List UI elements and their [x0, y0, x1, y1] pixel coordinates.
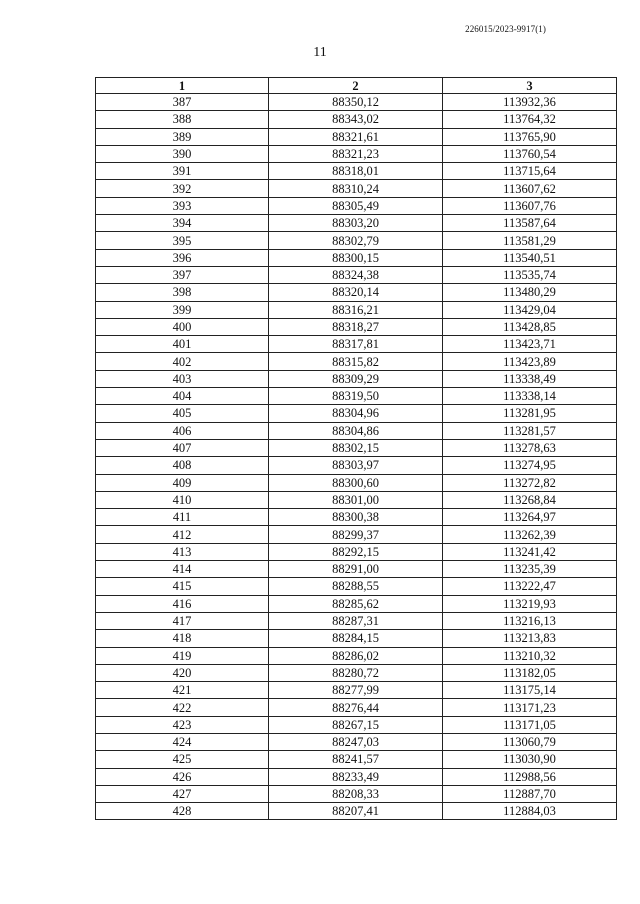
y-coordinate-cell: 113932,36 — [443, 94, 617, 111]
point-number-cell: 392 — [96, 180, 269, 197]
x-coordinate-cell: 88280,72 — [269, 664, 443, 681]
table-row — [96, 561, 617, 578]
x-coordinate-cell: 88302,79 — [269, 232, 443, 249]
point-number-cell: 418 — [96, 630, 269, 647]
point-number-cell: 402 — [96, 353, 269, 370]
table-row — [96, 768, 617, 785]
y-coordinate-cell: 113587,64 — [443, 215, 617, 232]
point-number-cell: 393 — [96, 197, 269, 214]
point-number-cell: 412 — [96, 526, 269, 543]
table-row — [96, 647, 617, 664]
x-coordinate-cell: 88310,24 — [269, 180, 443, 197]
point-number-cell: 387 — [96, 94, 269, 111]
column-header: 2 — [269, 78, 443, 94]
table-row — [96, 318, 617, 335]
point-number-cell: 400 — [96, 318, 269, 335]
table-row — [96, 716, 617, 733]
x-coordinate-cell: 88241,57 — [269, 751, 443, 768]
table-row — [96, 751, 617, 768]
x-coordinate-cell: 88321,61 — [269, 128, 443, 145]
table-row — [96, 301, 617, 318]
y-coordinate-cell: 113540,51 — [443, 249, 617, 266]
x-coordinate-cell: 88291,00 — [269, 561, 443, 578]
x-coordinate-cell: 88316,21 — [269, 301, 443, 318]
table-row — [96, 474, 617, 491]
point-number-cell: 427 — [96, 785, 269, 802]
point-number-cell: 420 — [96, 664, 269, 681]
x-coordinate-cell: 88207,41 — [269, 803, 443, 820]
x-coordinate-cell: 88299,37 — [269, 526, 443, 543]
coordinates-table — [95, 77, 617, 820]
y-coordinate-cell: 113338,14 — [443, 388, 617, 405]
y-coordinate-cell: 113765,90 — [443, 128, 617, 145]
point-number-cell: 397 — [96, 266, 269, 283]
table-body — [96, 94, 617, 820]
y-coordinate-cell: 113182,05 — [443, 664, 617, 681]
x-coordinate-cell: 88304,96 — [269, 405, 443, 422]
point-number-cell: 419 — [96, 647, 269, 664]
y-coordinate-cell: 113428,85 — [443, 318, 617, 335]
x-coordinate-cell: 88343,02 — [269, 111, 443, 128]
y-coordinate-cell: 113272,82 — [443, 474, 617, 491]
y-coordinate-cell: 113171,23 — [443, 699, 617, 716]
x-coordinate-cell: 88318,27 — [269, 318, 443, 335]
point-number-cell: 410 — [96, 491, 269, 508]
point-number-cell: 395 — [96, 232, 269, 249]
x-coordinate-cell: 88288,55 — [269, 578, 443, 595]
point-number-cell: 409 — [96, 474, 269, 491]
y-coordinate-cell: 113607,62 — [443, 180, 617, 197]
table-row — [96, 803, 617, 820]
x-coordinate-cell: 88317,81 — [269, 336, 443, 353]
point-number-cell: 398 — [96, 284, 269, 301]
y-coordinate-cell: 113274,95 — [443, 457, 617, 474]
column-header: 1 — [96, 78, 269, 94]
y-coordinate-cell: 112887,70 — [443, 785, 617, 802]
table-row — [96, 612, 617, 629]
x-coordinate-cell: 88276,44 — [269, 699, 443, 716]
page-number: 11 — [313, 45, 327, 60]
x-coordinate-cell: 88287,31 — [269, 612, 443, 629]
point-number-cell: 413 — [96, 543, 269, 560]
table-row — [96, 785, 617, 802]
x-coordinate-cell: 88247,03 — [269, 733, 443, 750]
table-row — [96, 370, 617, 387]
x-coordinate-cell: 88303,97 — [269, 457, 443, 474]
point-number-cell: 396 — [96, 249, 269, 266]
table-row — [96, 284, 617, 301]
y-coordinate-cell: 113235,39 — [443, 561, 617, 578]
table-row — [96, 682, 617, 699]
table-row — [96, 94, 617, 111]
x-coordinate-cell: 88300,15 — [269, 249, 443, 266]
x-coordinate-cell: 88303,20 — [269, 215, 443, 232]
y-coordinate-cell: 113338,49 — [443, 370, 617, 387]
table-header-row — [96, 78, 617, 94]
table-row — [96, 509, 617, 526]
y-coordinate-cell: 113216,13 — [443, 612, 617, 629]
y-coordinate-cell: 113764,32 — [443, 111, 617, 128]
table-row — [96, 111, 617, 128]
point-number-cell: 404 — [96, 388, 269, 405]
table-row — [96, 266, 617, 283]
x-coordinate-cell: 88286,02 — [269, 647, 443, 664]
point-number-cell: 415 — [96, 578, 269, 595]
x-coordinate-cell: 88233,49 — [269, 768, 443, 785]
point-number-cell: 406 — [96, 422, 269, 439]
x-coordinate-cell: 88315,82 — [269, 353, 443, 370]
y-coordinate-cell: 112988,56 — [443, 768, 617, 785]
table-row — [96, 439, 617, 456]
point-number-cell: 426 — [96, 768, 269, 785]
y-coordinate-cell: 113423,89 — [443, 353, 617, 370]
table-row — [96, 422, 617, 439]
table-row — [96, 543, 617, 560]
point-number-cell: 422 — [96, 699, 269, 716]
x-coordinate-cell: 88309,29 — [269, 370, 443, 387]
x-coordinate-cell: 88319,50 — [269, 388, 443, 405]
y-coordinate-cell: 112884,03 — [443, 803, 617, 820]
table-row — [96, 180, 617, 197]
x-coordinate-cell: 88267,15 — [269, 716, 443, 733]
x-coordinate-cell: 88284,15 — [269, 630, 443, 647]
x-coordinate-cell: 88320,14 — [269, 284, 443, 301]
table-row — [96, 336, 617, 353]
y-coordinate-cell: 113219,93 — [443, 595, 617, 612]
point-number-cell: 424 — [96, 733, 269, 750]
table-row — [96, 163, 617, 180]
y-coordinate-cell: 113278,63 — [443, 439, 617, 456]
point-number-cell: 399 — [96, 301, 269, 318]
x-coordinate-cell: 88277,99 — [269, 682, 443, 699]
table-row — [96, 526, 617, 543]
point-number-cell: 414 — [96, 561, 269, 578]
y-coordinate-cell: 113607,76 — [443, 197, 617, 214]
table-row — [96, 405, 617, 422]
table-row — [96, 197, 617, 214]
document-number: 226015/2023-9917(1) — [465, 24, 546, 34]
x-coordinate-cell: 88305,49 — [269, 197, 443, 214]
point-number-cell: 428 — [96, 803, 269, 820]
point-number-cell: 421 — [96, 682, 269, 699]
y-coordinate-cell: 113715,64 — [443, 163, 617, 180]
table-row — [96, 595, 617, 612]
y-coordinate-cell: 113760,54 — [443, 145, 617, 162]
y-coordinate-cell: 113175,14 — [443, 682, 617, 699]
y-coordinate-cell: 113262,39 — [443, 526, 617, 543]
point-number-cell: 401 — [96, 336, 269, 353]
x-coordinate-cell: 88285,62 — [269, 595, 443, 612]
x-coordinate-cell: 88318,01 — [269, 163, 443, 180]
table-row — [96, 145, 617, 162]
point-number-cell: 423 — [96, 716, 269, 733]
point-number-cell: 388 — [96, 111, 269, 128]
y-coordinate-cell: 113429,04 — [443, 301, 617, 318]
point-number-cell: 411 — [96, 509, 269, 526]
x-coordinate-cell: 88350,12 — [269, 94, 443, 111]
table-row — [96, 128, 617, 145]
y-coordinate-cell: 113264,97 — [443, 509, 617, 526]
point-number-cell: 394 — [96, 215, 269, 232]
table-row — [96, 491, 617, 508]
y-coordinate-cell: 113281,95 — [443, 405, 617, 422]
y-coordinate-cell: 113268,84 — [443, 491, 617, 508]
x-coordinate-cell: 88300,38 — [269, 509, 443, 526]
x-coordinate-cell: 88324,38 — [269, 266, 443, 283]
x-coordinate-cell: 88292,15 — [269, 543, 443, 560]
y-coordinate-cell: 113281,57 — [443, 422, 617, 439]
y-coordinate-cell: 113030,90 — [443, 751, 617, 768]
y-coordinate-cell: 113535,74 — [443, 266, 617, 283]
point-number-cell: 403 — [96, 370, 269, 387]
y-coordinate-cell: 113060,79 — [443, 733, 617, 750]
point-number-cell: 389 — [96, 128, 269, 145]
x-coordinate-cell: 88304,86 — [269, 422, 443, 439]
x-coordinate-cell: 88300,60 — [269, 474, 443, 491]
table-row — [96, 353, 617, 370]
point-number-cell: 390 — [96, 145, 269, 162]
table-row — [96, 232, 617, 249]
table-row — [96, 630, 617, 647]
table-row — [96, 578, 617, 595]
point-number-cell: 425 — [96, 751, 269, 768]
table-row — [96, 699, 617, 716]
table-row — [96, 388, 617, 405]
x-coordinate-cell: 88321,23 — [269, 145, 443, 162]
x-coordinate-cell: 88208,33 — [269, 785, 443, 802]
table-row — [96, 664, 617, 681]
point-number-cell: 391 — [96, 163, 269, 180]
column-header: 3 — [443, 78, 617, 94]
y-coordinate-cell: 113241,42 — [443, 543, 617, 560]
point-number-cell: 405 — [96, 405, 269, 422]
y-coordinate-cell: 113171,05 — [443, 716, 617, 733]
table-row — [96, 733, 617, 750]
y-coordinate-cell: 113581,29 — [443, 232, 617, 249]
point-number-cell: 407 — [96, 439, 269, 456]
point-number-cell: 416 — [96, 595, 269, 612]
table-row — [96, 215, 617, 232]
x-coordinate-cell: 88302,15 — [269, 439, 443, 456]
y-coordinate-cell: 113423,71 — [443, 336, 617, 353]
x-coordinate-cell: 88301,00 — [269, 491, 443, 508]
y-coordinate-cell: 113210,32 — [443, 647, 617, 664]
table-row — [96, 249, 617, 266]
y-coordinate-cell: 113480,29 — [443, 284, 617, 301]
y-coordinate-cell: 113222,47 — [443, 578, 617, 595]
table-row — [96, 457, 617, 474]
y-coordinate-cell: 113213,83 — [443, 630, 617, 647]
point-number-cell: 408 — [96, 457, 269, 474]
point-number-cell: 417 — [96, 612, 269, 629]
